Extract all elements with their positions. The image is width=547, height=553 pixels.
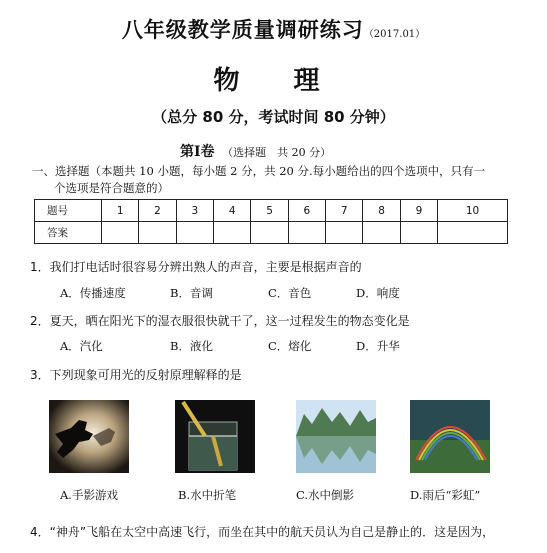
option-d-caption: D.雨后“彩虹” bbox=[410, 488, 481, 502]
table-row bbox=[35, 200, 508, 222]
answer-cell[interactable] bbox=[326, 222, 363, 244]
answer-cell[interactable] bbox=[214, 222, 251, 244]
question-4-stem: 4．“神舟”飞船在太空中高速飞行，而坐在其中的航天员认为自己是静止的．这是因为， bbox=[30, 525, 495, 539]
question-number-cell: 4 bbox=[214, 200, 251, 222]
question-2-option-d: D．升华 bbox=[356, 339, 400, 353]
part-heading bbox=[180, 141, 331, 161]
question-number-cell: 10 bbox=[438, 200, 508, 222]
question-1-option-c: C．音色 bbox=[268, 286, 312, 300]
question-number-cell: 2 bbox=[139, 200, 176, 222]
part-label: 第Ⅰ卷 bbox=[180, 144, 215, 160]
table-row-label: 题号 bbox=[35, 200, 102, 222]
question-number-cell: 8 bbox=[363, 200, 400, 222]
option-c-caption: C.水中倒影 bbox=[296, 488, 355, 502]
question-number-cell: 7 bbox=[326, 200, 363, 222]
answer-cell[interactable] bbox=[400, 222, 437, 244]
exam-date: （2017.01） bbox=[363, 29, 426, 40]
answer-cell[interactable] bbox=[139, 222, 176, 244]
question-1-option-a: A．传播速度 bbox=[60, 286, 126, 300]
answer-cell[interactable] bbox=[251, 222, 288, 244]
reflection-image bbox=[296, 400, 376, 473]
question-2-option-c: C．熔化 bbox=[268, 339, 312, 353]
answer-cell[interactable] bbox=[288, 222, 325, 244]
question-number-cell: 9 bbox=[400, 200, 437, 222]
exam-title-text: 八年级教学质量调研练习 bbox=[121, 18, 364, 42]
answer-cell[interactable] bbox=[176, 222, 213, 244]
exam-info: （总分 80 分，考试时间 80 分钟） bbox=[152, 108, 395, 126]
option-b-caption: B.水中折笔 bbox=[178, 488, 237, 502]
question-2-option-b: B．液化 bbox=[170, 339, 213, 353]
rainbow-image bbox=[410, 400, 490, 473]
part-note: （选择题 共 20 分） bbox=[227, 146, 332, 159]
answer-cell[interactable] bbox=[102, 222, 139, 244]
question-2-option-a: A．汽化 bbox=[60, 339, 103, 353]
answer-table bbox=[34, 199, 508, 244]
answer-cell[interactable] bbox=[363, 222, 400, 244]
option-a-caption: A.手影游戏 bbox=[60, 488, 118, 502]
question-number-cell: 5 bbox=[251, 200, 288, 222]
exam-title bbox=[0, 14, 547, 44]
section-instruction: 一、选择题（本题共 10 小题，每小题 2 分，共 20 分.每小题给出的四个选项中，只有一 bbox=[32, 164, 486, 178]
table-row bbox=[35, 222, 508, 244]
bent-pencil-image bbox=[175, 400, 255, 473]
question-number-cell: 3 bbox=[176, 200, 213, 222]
subject-heading: 物 理 bbox=[213, 66, 334, 96]
question-1-option-d: D．响度 bbox=[356, 286, 400, 300]
question-1-option-b: B．音调 bbox=[170, 286, 213, 300]
question-number-cell: 1 bbox=[102, 200, 139, 222]
answer-cell[interactable] bbox=[438, 222, 508, 244]
section-instruction-cont: 个选项是符合题意的） bbox=[54, 181, 169, 195]
question-3-stem: 3．下列现象可用光的反射原理解释的是 bbox=[30, 368, 242, 382]
question-number-cell: 6 bbox=[288, 200, 325, 222]
hand-shadow-image bbox=[49, 400, 129, 473]
question-2-stem: 2．夏天，晒在阳光下的湿衣服很快就干了，这一过程发生的物态变化是 bbox=[30, 314, 410, 328]
table-row-label: 答案 bbox=[35, 222, 102, 244]
question-1-stem: 1．我们打电话时很容易分辨出熟人的声音，主要是根据声音的 bbox=[30, 260, 362, 274]
